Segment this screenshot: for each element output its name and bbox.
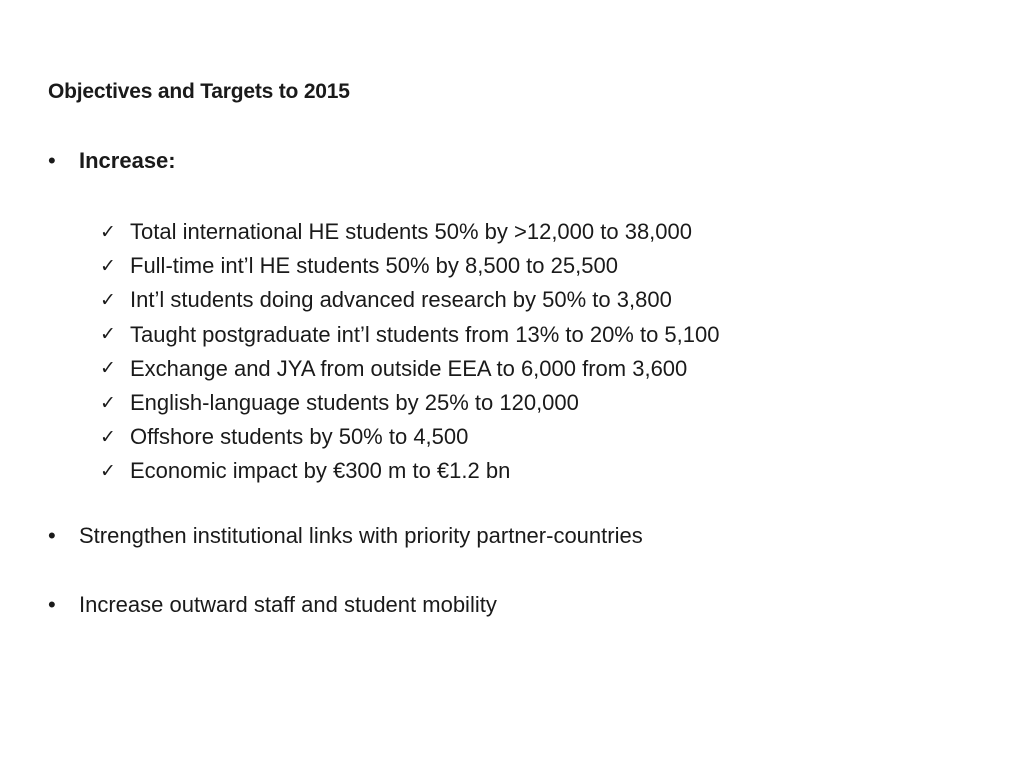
target-text: Taught postgraduate int’l students from 13% to 20% to 5,100 bbox=[130, 321, 720, 347]
target-text: English-language students by 25% to 120,000 bbox=[130, 390, 579, 416]
checkmark-icon: ✓ bbox=[100, 460, 116, 482]
checkmark-icon: ✓ bbox=[100, 255, 116, 277]
list-item bbox=[100, 352, 720, 386]
checkmark-icon: ✓ bbox=[100, 324, 116, 346]
checkmark-icon: ✓ bbox=[100, 426, 116, 448]
bullet-icon: • bbox=[48, 592, 56, 617]
list-item bbox=[100, 318, 720, 352]
list-item bbox=[100, 420, 720, 454]
checkmark-icon: ✓ bbox=[100, 221, 116, 243]
bullet-text: Increase outward staff and student mobility bbox=[79, 592, 497, 617]
targets-list bbox=[100, 215, 720, 489]
list-item bbox=[100, 249, 720, 283]
target-text: Int’l students doing advanced research by 50% to 3,800 bbox=[130, 287, 672, 313]
target-text: Economic impact by €300 m to €1.2 bn bbox=[130, 458, 511, 484]
target-text: Offshore students by 50% to 4,500 bbox=[130, 424, 469, 450]
bullet-text: Strengthen institutional links with priority partner-countries bbox=[79, 523, 643, 548]
bullet-strengthen-links bbox=[48, 523, 643, 549]
bullet-outward-mobility bbox=[48, 592, 497, 618]
slide-title: Objectives and Targets to 2015 bbox=[48, 80, 350, 103]
checkmark-icon: ✓ bbox=[100, 289, 116, 311]
target-text: Exchange and JYA from outside EEA to 6,000 from 3,600 bbox=[130, 355, 688, 381]
bullet-increase bbox=[48, 148, 176, 174]
target-text: Total international HE students 50% by >12,000 to 38,000 bbox=[130, 219, 692, 245]
list-item bbox=[100, 215, 720, 249]
bullet-text: Increase: bbox=[79, 148, 176, 173]
bullet-icon: • bbox=[48, 148, 56, 173]
target-text: Full-time int’l HE students 50% by 8,500 to 25,500 bbox=[130, 253, 618, 279]
checkmark-icon: ✓ bbox=[100, 358, 116, 380]
checkmark-icon: ✓ bbox=[100, 392, 116, 414]
list-item bbox=[100, 283, 720, 317]
list-item bbox=[100, 454, 720, 488]
list-item bbox=[100, 386, 720, 420]
bullet-icon: • bbox=[48, 523, 56, 548]
